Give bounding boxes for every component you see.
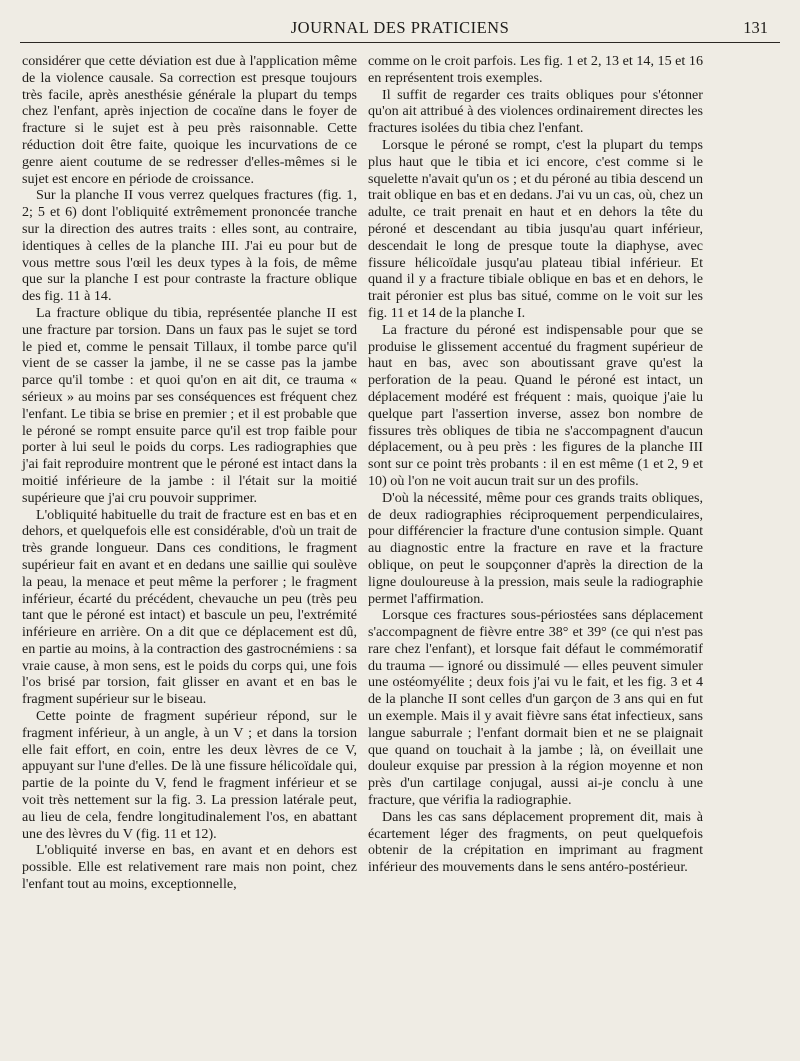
paragraph: Dans les cas sans déplacement proprement dit, mais à écartement léger des fragments, on peut quelquefois obtenir de la crépitation en imprimant au fragment inférieur des mouvements dans le sens antéro-postérieur.: [368, 808, 703, 876]
paragraph: L'obliquité inverse en bas, en avant et en dehors est possible. Elle est relativement rare mais non point, chez l'enfant tout au moins, exceptionnelle,: [22, 842, 357, 893]
left-column: [22, 53, 357, 893]
paragraph: Lorsque ces fractures sous-périostées sans déplacement s'accompagnent de fièvre entre 38° et 39° (ce qui n'est pas rare chez l'enfant), et lorsque fait défaut le commémoratif du trauma — ignoré ou dissimulé — elles peuvent simuler une ostéomyélite ; deux fois j'ai vu le fait, et les fig. 3 et 4 de la planche II sont celles d'un garçon de 3 ans qui en fut un exemple. Mais il y avait fièvre sans état infectieux, sans langue saburrale ; l'enfant dormait bien et ne se plaignait que quand on touchait à la jambe ; là, on éveillait une douleur exquise par pression à la région moyenne et non près d'un cartilage conjugal, aussi ai-je conclu à une fracture, que vérifia la radiographie.: [368, 607, 703, 809]
paragraph: La fracture du péroné est indispensable pour que se produise le glissement accentué du fragment supérieur de haut en bas, avec son aboutissant grave qu'est la perforation de la peau. Quand le péroné est intact, un déplacement modéré est fréquent : mais, quoique j'aie lu quelque part l'assertion inverse, assez bon nombre de fissures très obliques de tibia ne s'accompagnent d'aucun déplacement, ou à peu près : les figures de la planche III sont sur ce point très probants : il en est même (1 et 2, 9 et 10) où l'on ne voit aucun trait sur un des profils.: [368, 321, 703, 489]
paragraph: L'obliquité habituelle du trait de fracture est en bas et en dehors, et quelquefois elle est considérable, d'où un trait de très grande longueur. Dans ces conditions, le fragment supérieur fait en avant et en dedans une saillie qui soulève la peau, la menace et peut même la perforer ; le fragment inférieur, écarté du précédent, chevauche un peu (très peu tant que le péroné est intact) et bascule un peu, l'extrémité inférieure en arrière. On a dit que ce déplacement est dû, en partie au moins, à la contraction des gastrocnémiens : sa vraie cause, à mon sens, est le poids du corps qui, une fois l'os brisé par torsion, fait glisser en avant et en bas le fragment supérieur sur le biseau.: [22, 506, 357, 708]
paragraph: Lorsque le péroné se rompt, c'est la plupart du temps plus haut que le tibia et ici encore, c'est comme si le squelette n'avait qu'un os ; et du péroné au tibia descend un trait oblique en bas et en dedans. J'ai vu un cas, où, chez un adulte, ce trait prenait en haut et en dehors la tête du péroné et descendant au tibia jusqu'au quart inférieur, descendait le long de presque toute la diaphyse, avec fissure hélicoïdale jusqu'au plateau tibial inférieur. Et quand il y a fracture tibiale oblique en bas et en dehors, le trait péronier est plus bas situé, comme on le voit sur les fig. 11 et 14 de la planche I.: [368, 136, 703, 321]
right-column: [368, 53, 703, 876]
paragraph: La fracture oblique du tibia, représentée planche II est une fracture par torsion. Dans un faux pas le sujet se tord le pied et, comme le pensait Tillaux, il tombe parce qu'il vient de se casser la jambe, il ne se casse pas la jambe parce qu'il tombe : et quoi qu'on en ait dit, ce trauma « sérieux » au moins par ses conséquences est fréquent chez l'enfant. Le tibia se brise en premier ; et il est probable que le péroné se rompt ensuite parce qu'il est trop faible pour porter à lui seul le poids du corps. Les radiographies que j'ai fait reproduire montrent que le péroné est intact dans la moitié inférieure de la jambe : il l'était sur la moitié supérieure que j'ai cru pouvoir supprimer.: [22, 304, 357, 506]
paragraph: Il suffit de regarder ces traits obliques pour s'étonner qu'on ait attribué à des violences ordinairement directes les fractures isolées du tibia chez l'enfant.: [368, 86, 703, 137]
journal-title: JOURNAL DES PRATICIENS: [290, 18, 510, 37]
page-number: 131: [743, 18, 768, 37]
paragraph: considérer que cette déviation est due à l'application même de la violence causale. Sa correction est presque toujours très facile, après anesthésie générale la plupart du temps chez l'enfant, après injection de cocaïne dans le foyer de fracture si le sujet est à peu près raisonnable. Cette réduction doit être faite, quoique les incurvations de ce genre aient coutume de se redresser d'elles-mêmes si le sujet est encore en période de croissance.: [22, 53, 357, 187]
paragraph: D'où la nécessité, même pour ces grands traits obliques, de deux radiographies réciproquement perpendiculaires, pour différencier la fracture d'une contusion simple. Quant au diagnostic entre la fracture en rave et la fracture oblique, on peut le soupçonner d'après la direction de la ligne douloureuse à la pression, mais seule la radiographie permet l'affirmation.: [368, 489, 703, 607]
running-head: [20, 14, 780, 43]
paragraph: Sur la planche II vous verrez quelques fractures (fig. 1, 2; 5 et 6) dont l'obliquité extrêmement prononcée tranche sur la direction des autres traits : elles sont, au contraire, identiques à celles de la planche III. J'ai eu pour but de vous mettre sous l'œil les deux types à la fois, de même que sur la planche I est pour contraste la fracture oblique des fig. 11 à 14.: [22, 187, 357, 305]
paragraph: Cette pointe de fragment supérieur répond, sur le fragment inférieur, à un angle, à un V ; et dans la torsion elle fait effort, en coin, entre les deux lèvres de ce V, appuyant sur l'une d'elles. De là une fissure hélicoïdale qui, partie de la pointe du V, fend le fragment inférieur et se voit très nettement sur la fig. 3. La pression latérale peut, au lieu de cela, fendre longitudinalement l'os, en abattant une des lèvres du V (fig. 11 et 12).: [22, 708, 357, 842]
paragraph: comme on le croit parfois. Les fig. 1 et 2, 13 et 14, 15 et 16 en représentent trois exemples.: [368, 53, 703, 86]
